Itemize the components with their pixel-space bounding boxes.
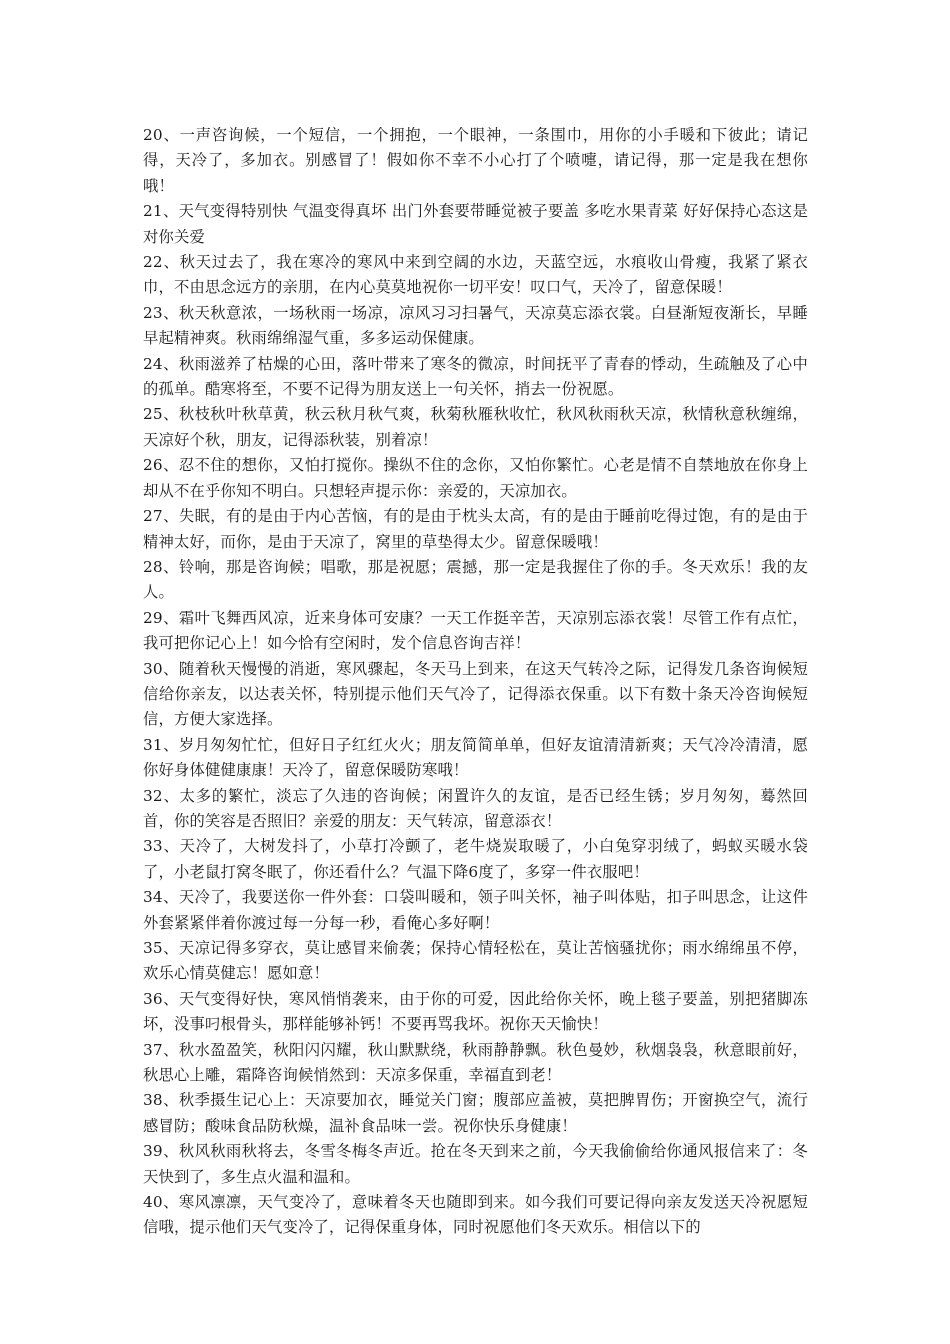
paragraph-39: 39、秋风秋雨秋将去，冬雪冬梅冬声近。抢在冬天到来之前，今天我偷偷给你通风报信来了：冬天快到了，多生点火温和温和。 [143, 1142, 808, 1186]
paragraph-28: 28、铃响，那是咨询候；唱歌，那是祝愿；震撼，那一定是我握住了你的手。冬天欢乐！我的友人。 [143, 557, 808, 602]
paragraph-24: 24、秋雨滋养了枯燥的心田，落叶带来了寒冬的微凉，时间抚平了青春的悸动，生疏触及了心中的孤单。酷寒将至，不要不记得为朋友送上一句关怀，捎去一份祝愿。 [143, 354, 808, 399]
paragraph-26: 26、忍不住的想你，又怕打搅你。操纵不住的念你，又怕你繁忙。心老是情不自禁地放在你身上却从不在乎你知不明白。只想轻声提示你：亲爱的，天凉加衣。 [143, 456, 808, 500]
paragraph-35: 35、天凉记得多穿衣，莫让感冒来偷袭；保持心情轻松在，莫让苦恼骚扰你；雨水绵绵虽不停，欢乐心情莫健忘！愿如意！ [143, 939, 808, 983]
document-body [143, 123, 808, 1241]
paragraph-40: 40、寒风凛凛，天气变冷了，意味着冬天也随即到来。如今我们可要记得向亲友发送天冷祝愿短信哦，提示他们天气变冷了，记得保重身体，同时祝愿他们冬天欢乐。相信以下的 [143, 1193, 808, 1237]
paragraph-32: 32、太多的繁忙，淡忘了久违的咨询候；闲置许久的友谊，是否已经生锈；岁月匆匆，蓦然回首，你的笑容是否照旧？亲爱的朋友：天气转凉，留意添衣！ [143, 786, 808, 830]
paragraph-20: 20、一声咨询候，一个短信，一个拥抱，一个眼神，一条围巾，用你的小手暖和下彼此；请记得，天冷了，多加衣。别感冒了！假如你不幸不小心打了个喷嚏，请记得，那一定是我在想你哦！ [143, 126, 808, 195]
paragraph-36: 36、天气变得好快，寒风悄悄袭来，由于你的可爱，因此给你关怀，晚上毯子要盖，别把猪脚冻坏，没事叼根骨头，那样能够补钙！不要再骂我坏。祝你天天愉快！ [143, 989, 808, 1034]
paragraph-37: 37、秋水盈盈笑，秋阳闪闪耀，秋山默默绕，秋雨静静飘。秋色曼妙，秋烟袅袅，秋意眼前好，秋思心上雕，霜降咨询候悄然到：天凉多保重，幸福直到老！ [143, 1040, 808, 1085]
paragraph-38: 38、秋季摄生记心上：天凉要加衣，睡觉关门窗；腹部应盖被，莫把脾胃伤；开窗换空气，流行感冒防；酸味食品防秋燥，温补食品味一尝。祝你快乐身健康！ [143, 1091, 808, 1135]
paragraph-29: 29、霜叶飞舞西风凉，近来身体可安康？一天工作挺辛苦，天凉别忘添衣裳！尽管工作有点忙，我可把你记心上！如今恰有空闲时，发个信息咨询吉祥！ [143, 608, 808, 653]
paragraph-22: 22、秋天过去了，我在寒冷的寒风中来到空阔的水边，天蓝空远，水痕收山骨瘦，我紧了紧衣巾，不由思念远方的亲朋，在内心莫莫地祝你一切平安！叹口气，天冷了，留意保暖！ [143, 253, 808, 297]
paragraph-21: 21、天气变得特别快 气温变得真坏 出门外套要带睡觉被子要盖 多吃水果青菜 好好保持心态这是对你关爱 [143, 202, 808, 246]
paragraph-27: 27、失眠，有的是由于内心苦恼，有的是由于枕头太高，有的是由于睡前吃得过饱，有的是由于精神太好，而你，是由于天凉了，窝里的草垫得太少。留意保暖哦！ [143, 507, 808, 551]
paragraph-33: 33、天冷了，大树发抖了，小草打冷颤了，老牛烧炭取暖了，小白兔穿羽绒了，蚂蚁买暖水袋了，小老鼠打窝冬眠了，你还看什么？气温下降6度了，多穿一件衣服吧！ [143, 837, 808, 881]
paragraph-30: 30、随着秋天慢慢的消逝，寒风骤起，冬天马上到来，在这天气转冷之际，记得发几条咨询候短信给你亲友，以达表关怀，特别提示他们天气冷了，记得添衣保重。以下有数十条天冷咨询候短信，方便大家选择。 [143, 659, 808, 729]
paragraph-23: 23、秋天秋意浓，一场秋雨一场凉，凉风习习扫暑气，天凉莫忘添衣裳。白昼渐短夜渐长，早睡早起精神爽。秋雨绵绵湿气重，多多运动保健康。 [143, 303, 808, 348]
paragraph-34: 34、天冷了，我要送你一件外套：口袋叫暖和，领子叫关怀，袖子叫体贴，扣子叫思念，让这件外套紧紧伴着你渡过每一分每一秒，看俺心多好啊！ [143, 888, 808, 932]
paragraph-25: 25、秋枝秋叶秋草黄，秋云秋月秋气爽，秋菊秋雁秋收忙，秋风秋雨秋天凉，秋情秋意秋缠绵，天凉好个秋，朋友，记得添秋装，别着凉！ [143, 405, 808, 449]
paragraph-31: 31、岁月匆匆忙忙，但好日子红红火火；朋友简简单单，但好友谊清清新爽；天气冷冷清清，愿你好身体健健康康！天冷了，留意保暖防寒哦！ [143, 735, 808, 780]
